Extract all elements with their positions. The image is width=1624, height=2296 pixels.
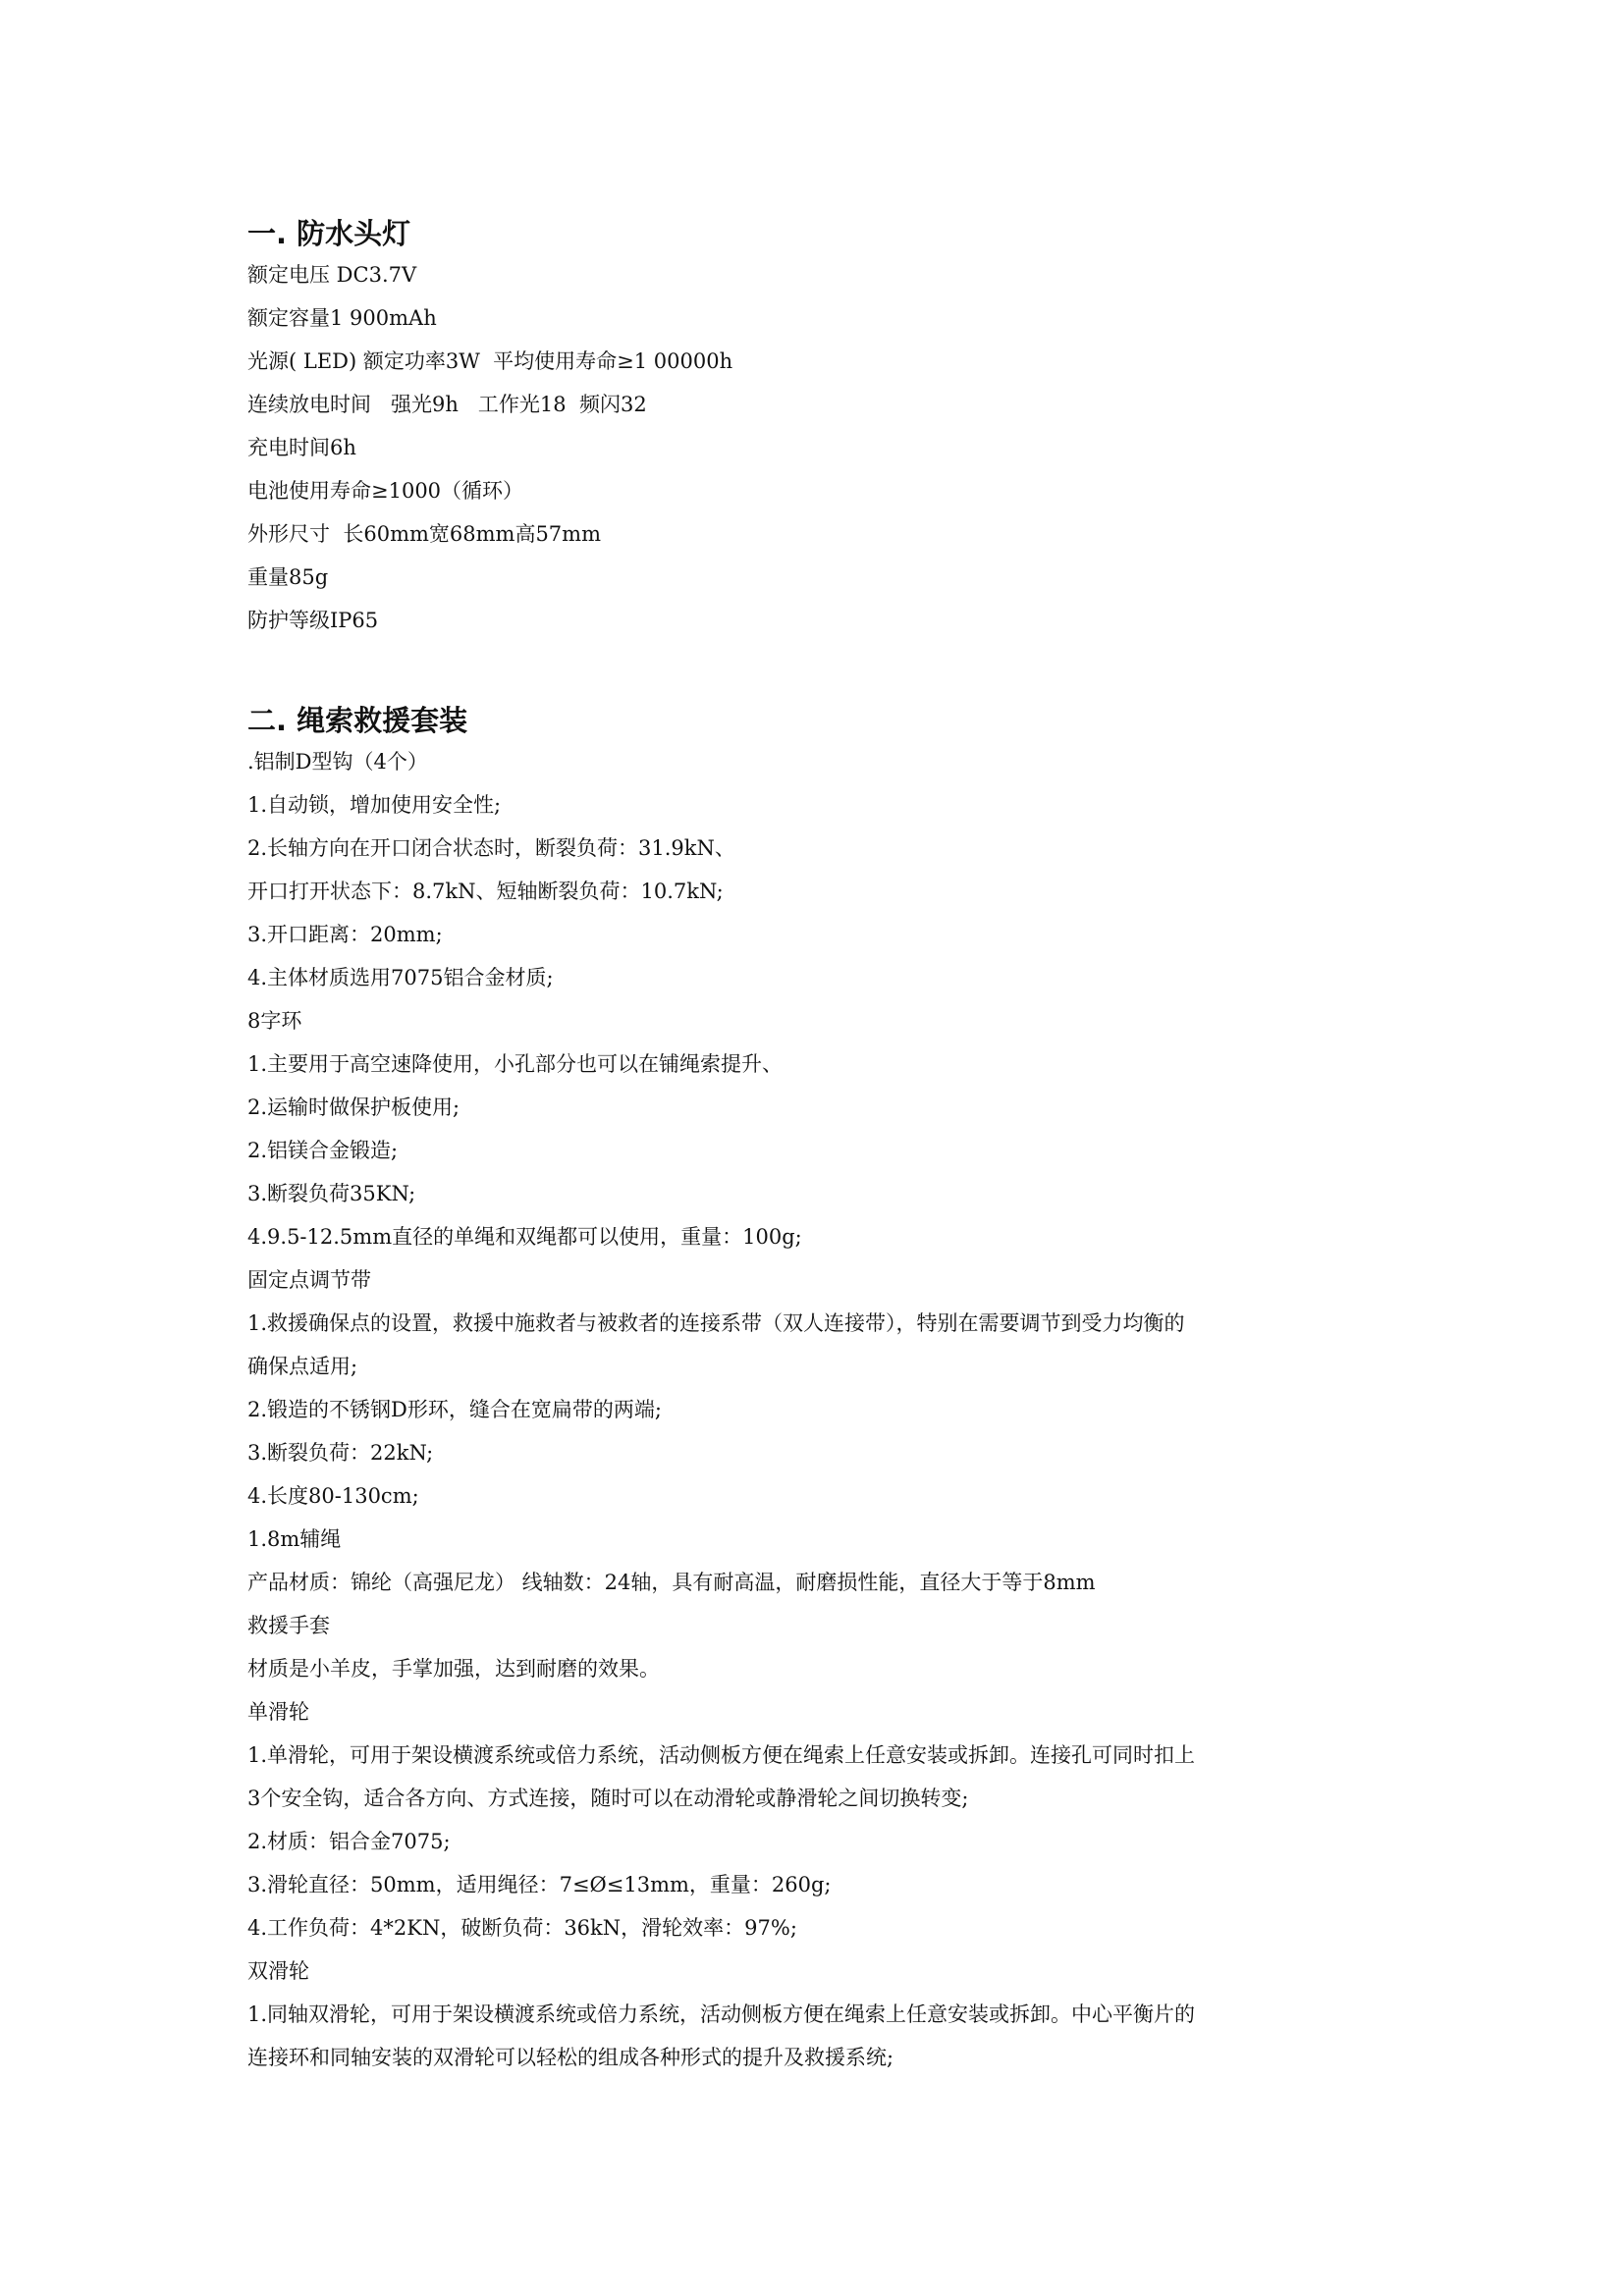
text-line: 1.救援确保点的设置，救援中施救者与被救者的连接系带（双人连接带），特别在需要调节到受力均衡的 xyxy=(247,1311,1185,1335)
text-line: 1.主要用于高空速降使用，小孔部分也可以在铺绳索提升、 xyxy=(247,1052,784,1076)
text-line: 4.工作负荷：4*2KN，破断负荷：36kN，滑轮效率：97%; xyxy=(247,1916,797,1940)
text-line: 3.断裂负荷35KN; xyxy=(247,1182,416,1205)
text-line: 1.同轴双滑轮，可用于架设横渡系统或倍力系统，活动侧板方便在绳索上任意安装或拆卸。中心平衡片的 xyxy=(247,2002,1196,2026)
text-line: 固定点调节带 xyxy=(247,1268,371,1292)
text-line: 4.9.5-12.5mm直径的单绳和双绳都可以使用，重量：100g; xyxy=(247,1225,802,1249)
text-line: 光源( LED) 额定功率3W 平均使用寿命≥1 00000h xyxy=(247,349,733,373)
text-line: 外形尺寸 长60mm宽68mm高57mm xyxy=(247,522,601,546)
text-line: 重量85g xyxy=(247,565,329,589)
text-line: 2.长轴方向在开口闭合状态时，断裂负荷：31.9kN、 xyxy=(247,836,735,860)
text-line: 防护等级IP65 xyxy=(247,609,379,632)
text-line: 3个安全钩，适合各方向、方式连接，随时可以在动滑轮或静滑轮之间切换转变; xyxy=(247,1787,969,1810)
text-line: 连接环和同轴安装的双滑轮可以轻松的组成各种形式的提升及救援系统; xyxy=(247,2046,894,2069)
text-line: 双滑轮 xyxy=(247,1959,309,1983)
text-line: 4.长度80-130cm; xyxy=(247,1484,419,1508)
section-body-rope-rescue-kit xyxy=(247,740,1396,2079)
text-line: 开口打开状态下：8.7kN、短轴断裂负荷：10.7kN; xyxy=(247,880,724,903)
text-line: .铝制D型钩（4个） xyxy=(247,750,428,774)
section-heading-headlamp: 一. 防水头灯 xyxy=(247,217,411,250)
text-line: 产品材质：锦纶（高强尼龙） 线轴数：24轴，具有耐高温，耐磨损性能，直径大于等于8mm xyxy=(247,1571,1096,1594)
text-line: 救援手套 xyxy=(247,1614,330,1637)
text-line: 2.材质：铝合金7075; xyxy=(247,1830,451,1853)
text-line: 2.运输时做保护板使用; xyxy=(247,1095,460,1119)
text-line: 确保点适用; xyxy=(247,1355,358,1378)
section-spacer xyxy=(247,642,1396,701)
document-page xyxy=(247,214,1396,2079)
text-line: 3.开口距离：20mm; xyxy=(247,923,443,946)
text-line: 2.锻造的不锈钢D形环，缝合在宽扁带的两端; xyxy=(247,1398,662,1421)
text-line: 3.断裂负荷：22kN; xyxy=(247,1441,434,1465)
text-line: 2.铝镁合金锻造; xyxy=(247,1139,399,1162)
text-line: 额定电压 DC3.7V xyxy=(247,263,417,287)
text-line: 连续放电时间 强光9h 工作光18 频闪32 xyxy=(247,393,647,416)
text-line: 单滑轮 xyxy=(247,1700,309,1724)
text-line: 额定容量1 900mAh xyxy=(247,306,437,330)
section-heading-rope-rescue-kit: 二. 绳索救援套装 xyxy=(247,704,468,737)
section-body-headlamp xyxy=(247,253,1396,642)
text-line: 3.滑轮直径：50mm，适用绳径：7≤Ø≤13mm，重量：260g; xyxy=(247,1873,832,1896)
text-line: 8字环 xyxy=(247,1009,302,1033)
text-line: 材质是小羊皮，手掌加强，达到耐磨的效果。 xyxy=(247,1657,660,1681)
text-line: 1.单滑轮，可用于架设横渡系统或倍力系统，活动侧板方便在绳索上任意安装或拆卸。连接孔可同时扣上 xyxy=(247,1743,1196,1767)
text-line: 1.8m辅绳 xyxy=(247,1527,342,1551)
text-line: 电池使用寿命≥1000（循环） xyxy=(247,479,524,503)
text-line: 充电时间6h xyxy=(247,436,356,459)
text-line: 4.主体材质选用7075铝合金材质; xyxy=(247,966,554,989)
text-line: 1.自动锁，增加使用安全性; xyxy=(247,793,502,817)
